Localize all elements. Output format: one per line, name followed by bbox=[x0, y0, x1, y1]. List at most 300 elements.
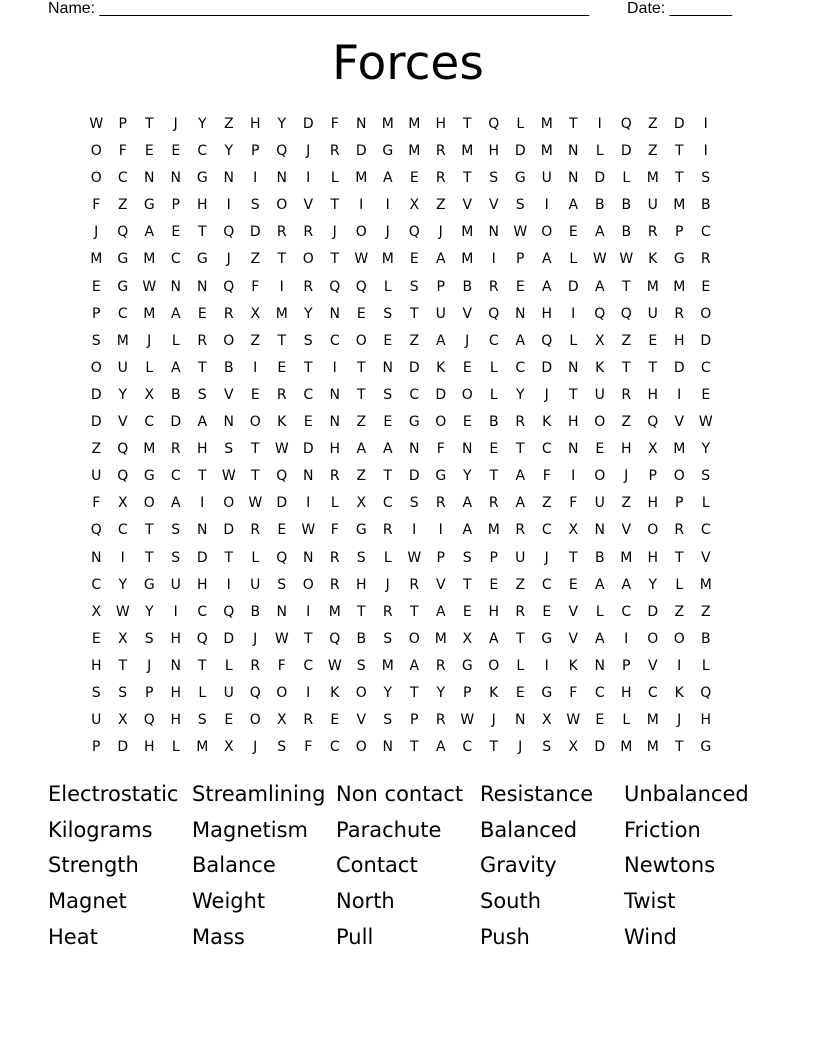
grid-cell: I bbox=[306, 495, 311, 512]
grid-cell: I bbox=[438, 522, 443, 539]
grid-cell: Q bbox=[620, 116, 632, 132]
grid-cell: U bbox=[91, 468, 102, 485]
grid-cell: M bbox=[143, 305, 156, 322]
grid-cell: P bbox=[463, 684, 472, 701]
grid-cell: S bbox=[118, 684, 128, 701]
grid-cell: T bbox=[489, 468, 499, 485]
grid-cell: C bbox=[382, 495, 393, 512]
grid-cell: B bbox=[594, 549, 605, 566]
grid-cell: Q bbox=[541, 332, 553, 349]
grid-cell: G bbox=[117, 251, 129, 268]
grid-cell: N bbox=[568, 143, 579, 160]
grid-cell: Z bbox=[621, 332, 632, 349]
grid-cell: T bbox=[674, 143, 684, 160]
grid-cell: A bbox=[594, 576, 605, 593]
grid-cell: C bbox=[515, 359, 526, 376]
grid-cell: M bbox=[381, 251, 394, 268]
grid-cell: O bbox=[647, 630, 659, 647]
grid-cell: Z bbox=[515, 576, 526, 593]
grid-cell: K bbox=[489, 684, 499, 701]
grid-cell: T bbox=[118, 657, 128, 674]
grid-cell: Y bbox=[515, 386, 525, 403]
grid-cell: I bbox=[306, 170, 311, 187]
grid-cell: G bbox=[196, 251, 208, 268]
grid-cell: R bbox=[515, 603, 526, 620]
grid-cell: D bbox=[117, 739, 129, 756]
grid-cell: R bbox=[674, 522, 685, 539]
grid-cell: H bbox=[170, 684, 182, 701]
grid-cell: R bbox=[435, 495, 446, 512]
grid-cell: A bbox=[515, 332, 526, 349]
grid-cell: H bbox=[541, 305, 553, 322]
grid-cell: U bbox=[250, 576, 261, 593]
grid-cell: W bbox=[274, 630, 289, 647]
grid-cell: X bbox=[568, 739, 579, 756]
grid-cell: M bbox=[461, 224, 474, 241]
grid-cell: C bbox=[144, 414, 155, 431]
grid-cell: T bbox=[462, 576, 472, 593]
word-list-item: Parachute bbox=[336, 817, 442, 842]
grid-cell: L bbox=[489, 386, 498, 403]
grid-cell: L bbox=[224, 657, 233, 674]
grid-cell: R bbox=[276, 386, 287, 403]
grid-cell: E bbox=[383, 414, 393, 431]
grid-cell: R bbox=[435, 712, 446, 729]
grid-cell: E bbox=[91, 278, 101, 295]
grid-cell: Q bbox=[117, 441, 129, 458]
grid-cell: C bbox=[700, 522, 711, 539]
grid-cell: L bbox=[622, 170, 631, 187]
grid-cell: K bbox=[330, 684, 340, 701]
grid-cell: O bbox=[223, 332, 235, 349]
grid-cell: T bbox=[197, 657, 207, 674]
grid-cell: Q bbox=[276, 468, 288, 485]
grid-cell: B bbox=[462, 278, 473, 295]
grid-cell: O bbox=[249, 414, 261, 431]
grid-cell: Z bbox=[356, 414, 367, 431]
grid-cell: I bbox=[677, 386, 682, 403]
grid-cell: T bbox=[621, 359, 631, 376]
grid-cell: D bbox=[408, 468, 420, 485]
grid-cell: S bbox=[356, 549, 366, 566]
grid-cell: A bbox=[197, 414, 208, 431]
grid-cell: C bbox=[329, 332, 340, 349]
grid-cell: N bbox=[170, 657, 181, 674]
grid-cell: R bbox=[303, 712, 314, 729]
grid-cell: G bbox=[541, 630, 553, 647]
grid-cell: X bbox=[541, 712, 552, 729]
grid-cell: D bbox=[673, 359, 685, 376]
grid-cell: D bbox=[302, 441, 314, 458]
grid-cell: I bbox=[544, 657, 549, 674]
grid-cell: Q bbox=[276, 549, 288, 566]
grid-cell: P bbox=[92, 739, 101, 756]
grid-cell: Z bbox=[647, 143, 658, 160]
grid-cell: X bbox=[117, 630, 128, 647]
grid-cell: X bbox=[223, 739, 234, 756]
grid-cell: Q bbox=[196, 630, 208, 647]
grid-cell: T bbox=[409, 305, 419, 322]
grid-cell: E bbox=[91, 630, 101, 647]
grid-cell: D bbox=[567, 278, 579, 295]
grid-cell: Y bbox=[462, 468, 472, 485]
grid-cell: D bbox=[408, 359, 420, 376]
grid-cell: W bbox=[327, 657, 342, 674]
grid-cell: R bbox=[250, 522, 261, 539]
grid-cell: R bbox=[303, 224, 314, 241]
grid-cell: Y bbox=[303, 305, 313, 322]
grid-cell: V bbox=[674, 414, 685, 431]
grid-cell: S bbox=[356, 657, 366, 674]
grid-cell: O bbox=[594, 468, 606, 485]
grid-cell: H bbox=[143, 739, 155, 756]
grid-cell: W bbox=[354, 251, 369, 268]
grid-cell: S bbox=[224, 441, 234, 458]
grid-cell: G bbox=[541, 684, 553, 701]
grid-cell: X bbox=[117, 712, 128, 729]
grid-cell: J bbox=[94, 224, 99, 241]
word-list-item: Balance bbox=[192, 853, 276, 878]
grid-cell: R bbox=[435, 657, 446, 674]
grid-cell: J bbox=[465, 332, 470, 349]
word-list-item: Push bbox=[480, 924, 530, 949]
grid-cell: Y bbox=[648, 576, 658, 593]
word-list-item: North bbox=[336, 889, 395, 914]
grid-cell: W bbox=[513, 224, 528, 241]
grid-cell: M bbox=[143, 441, 156, 458]
grid-cell: L bbox=[383, 278, 392, 295]
grid-cell: T bbox=[621, 278, 631, 295]
grid-cell: E bbox=[462, 603, 472, 620]
grid-cell: T bbox=[409, 684, 419, 701]
grid-cell: M bbox=[673, 278, 686, 295]
grid-cell: L bbox=[330, 170, 339, 187]
grid-cell: V bbox=[356, 712, 367, 729]
grid-cell: C bbox=[303, 657, 314, 674]
grid-cell: F bbox=[118, 143, 127, 160]
grid-cell: L bbox=[701, 657, 710, 674]
grid-cell: T bbox=[197, 359, 207, 376]
grid-cell: E bbox=[197, 305, 207, 322]
grid-cell: S bbox=[383, 630, 393, 647]
grid-cell: J bbox=[385, 224, 390, 241]
grid-cell: H bbox=[170, 712, 182, 729]
grid-cell: D bbox=[249, 224, 261, 241]
grid-cell: C bbox=[541, 576, 552, 593]
grid-cell: A bbox=[356, 441, 367, 458]
word-list-item: Newtons bbox=[624, 853, 716, 878]
grid-cell: J bbox=[438, 224, 443, 241]
grid-cell: Q bbox=[329, 278, 341, 295]
grid-cell: D bbox=[594, 739, 606, 756]
grid-cell: R bbox=[674, 305, 685, 322]
grid-cell: I bbox=[306, 603, 311, 620]
grid-cell: G bbox=[355, 522, 367, 539]
word-list-item: Twist bbox=[624, 889, 676, 914]
grid-cell: T bbox=[330, 251, 340, 268]
grid-cell: L bbox=[198, 684, 207, 701]
grid-cell: R bbox=[647, 224, 658, 241]
grid-cell: X bbox=[91, 603, 102, 620]
grid-cell: H bbox=[249, 116, 261, 132]
grid-cell: T bbox=[515, 630, 525, 647]
grid-cell: D bbox=[435, 386, 447, 403]
grid-cell: B bbox=[356, 630, 367, 647]
word-list-item: Weight bbox=[192, 889, 266, 914]
grid-cell: M bbox=[461, 143, 474, 160]
grid-cell: M bbox=[381, 657, 394, 674]
grid-cell: R bbox=[515, 522, 526, 539]
grid-cell: H bbox=[620, 441, 632, 458]
grid-cell: Z bbox=[91, 441, 102, 458]
grid-cell: D bbox=[541, 359, 553, 376]
grid-cell: E bbox=[595, 441, 605, 458]
grid-cell: M bbox=[143, 251, 156, 268]
grid-cell: N bbox=[170, 170, 181, 187]
grid-cell: Y bbox=[701, 441, 711, 458]
word-list-item: Non contact bbox=[336, 782, 464, 806]
grid-cell: G bbox=[461, 657, 473, 674]
grid-cell: P bbox=[516, 251, 525, 268]
grid-cell: O bbox=[594, 414, 606, 431]
grid-cell: N bbox=[382, 739, 393, 756]
grid-cell: K bbox=[568, 657, 578, 674]
grid-cell: T bbox=[674, 170, 684, 187]
grid-cell: A bbox=[170, 495, 181, 512]
word-list-item: Balanced bbox=[480, 817, 578, 842]
grid-cell: Q bbox=[329, 630, 341, 647]
grid-cell: R bbox=[515, 414, 526, 431]
grid-cell: S bbox=[250, 197, 260, 214]
grid-cell: P bbox=[92, 305, 101, 322]
grid-cell: L bbox=[330, 495, 339, 512]
grid-cell: D bbox=[302, 116, 314, 132]
grid-cell: M bbox=[646, 712, 659, 729]
grid-cell: A bbox=[435, 603, 446, 620]
grid-cell: O bbox=[673, 468, 685, 485]
grid-cell: T bbox=[515, 441, 525, 458]
grid-cell: D bbox=[276, 495, 288, 512]
grid-cell: E bbox=[171, 224, 181, 241]
grid-cell: R bbox=[409, 576, 420, 593]
grid-cell: W bbox=[460, 712, 475, 729]
grid-cell: R bbox=[223, 305, 234, 322]
grid-cell: Y bbox=[224, 143, 234, 160]
grid-cell: Z bbox=[621, 414, 632, 431]
grid-cell: T bbox=[250, 441, 260, 458]
grid-cell: L bbox=[516, 657, 525, 674]
grid-cell: I bbox=[120, 549, 125, 566]
grid-cell: H bbox=[488, 143, 500, 160]
grid-cell: B bbox=[170, 386, 181, 403]
grid-cell: L bbox=[622, 712, 631, 729]
grid-cell: O bbox=[435, 414, 447, 431]
grid-cell: E bbox=[648, 332, 658, 349]
grid-cell: Q bbox=[223, 278, 235, 295]
date-field[interactable]: Date: _______ bbox=[627, 0, 732, 17]
grid-cell: M bbox=[434, 630, 447, 647]
grid-cell: X bbox=[117, 495, 128, 512]
grid-cell: O bbox=[90, 143, 102, 160]
grid-cell: C bbox=[541, 441, 552, 458]
grid-cell: N bbox=[329, 386, 340, 403]
grid-cell: Z bbox=[674, 603, 685, 620]
grid-cell: O bbox=[673, 630, 685, 647]
grid-cell: X bbox=[276, 712, 287, 729]
grid-cell: O bbox=[461, 386, 473, 403]
grid-cell: E bbox=[171, 143, 181, 160]
grid-cell: O bbox=[90, 170, 102, 187]
word-list-item: Wind bbox=[624, 924, 677, 949]
grid-cell: T bbox=[648, 359, 658, 376]
grid-cell: N bbox=[515, 305, 526, 322]
word-list-item: Strength bbox=[48, 853, 139, 878]
grid-cell: U bbox=[170, 576, 181, 593]
grid-cell: M bbox=[646, 739, 659, 756]
grid-cell: Q bbox=[117, 468, 129, 485]
grid-cell: O bbox=[223, 495, 235, 512]
grid-cell: R bbox=[488, 278, 499, 295]
grid-cell: M bbox=[620, 549, 633, 566]
grid-cell: O bbox=[249, 712, 261, 729]
name-field[interactable]: Name: _______________________________________________________ bbox=[48, 0, 589, 17]
grid-cell: Z bbox=[250, 251, 261, 268]
grid-cell: R bbox=[197, 332, 208, 349]
grid-cell: Q bbox=[223, 224, 235, 241]
grid-cell: O bbox=[541, 224, 553, 241]
grid-cell: J bbox=[253, 739, 258, 756]
grid-cell: Q bbox=[488, 116, 500, 132]
grid-cell: A bbox=[515, 495, 526, 512]
grid-cell: H bbox=[647, 386, 659, 403]
grid-cell: C bbox=[329, 739, 340, 756]
grid-cell: A bbox=[170, 305, 181, 322]
word-list-item: Contact bbox=[336, 853, 418, 878]
grid-cell: W bbox=[248, 495, 263, 512]
grid-cell: X bbox=[409, 197, 420, 214]
grid-cell: R bbox=[382, 522, 393, 539]
grid-cell: O bbox=[355, 224, 367, 241]
grid-cell: Y bbox=[436, 684, 446, 701]
grid-cell: O bbox=[355, 684, 367, 701]
grid-cell: E bbox=[542, 603, 552, 620]
grid-cell: B bbox=[621, 197, 632, 214]
grid-cell: M bbox=[328, 603, 341, 620]
word-list-item: Magnet bbox=[48, 889, 127, 914]
grid-cell: R bbox=[250, 657, 261, 674]
grid-cell: S bbox=[197, 386, 207, 403]
grid-cell: J bbox=[385, 576, 390, 593]
grid-cell: C bbox=[197, 143, 208, 160]
grid-cell: A bbox=[594, 224, 605, 241]
grid-cell: M bbox=[673, 197, 686, 214]
grid-cell: R bbox=[329, 468, 340, 485]
grid-cell: S bbox=[197, 712, 207, 729]
grid-cell: D bbox=[196, 549, 208, 566]
grid-cell: Y bbox=[383, 684, 393, 701]
grid-cell: E bbox=[568, 224, 578, 241]
grid-cell: W bbox=[301, 522, 316, 539]
grid-cell: X bbox=[594, 332, 605, 349]
grid-cell: D bbox=[223, 522, 235, 539]
grid-cell: R bbox=[382, 603, 393, 620]
grid-cell: S bbox=[171, 522, 181, 539]
grid-cell: C bbox=[303, 386, 314, 403]
grid-cell: X bbox=[250, 305, 261, 322]
grid-cell: G bbox=[196, 170, 208, 187]
grid-cell: C bbox=[462, 739, 473, 756]
grid-cell: Q bbox=[143, 712, 155, 729]
grid-cell: P bbox=[675, 224, 684, 241]
grid-cell: C bbox=[409, 386, 420, 403]
grid-cell: M bbox=[408, 143, 421, 160]
grid-cell: J bbox=[226, 251, 231, 268]
grid-cell: K bbox=[674, 684, 684, 701]
grid-cell: I bbox=[571, 468, 576, 485]
grid-cell: T bbox=[409, 603, 419, 620]
grid-cell: V bbox=[303, 197, 314, 214]
grid-cell: Z bbox=[356, 468, 367, 485]
grid-cell: O bbox=[355, 332, 367, 349]
grid-cell: O bbox=[647, 522, 659, 539]
grid-cell: U bbox=[594, 495, 605, 512]
grid-cell: O bbox=[276, 197, 288, 214]
grid-cell: N bbox=[409, 441, 420, 458]
grid-cell: H bbox=[435, 116, 447, 132]
grid-cell: N bbox=[223, 170, 234, 187]
grid-cell: C bbox=[541, 522, 552, 539]
grid-cell: M bbox=[196, 739, 209, 756]
grid-cell: H bbox=[170, 630, 182, 647]
grid-cell: O bbox=[143, 495, 155, 512]
grid-cell: D bbox=[170, 414, 182, 431]
grid-cell: I bbox=[226, 197, 231, 214]
grid-cell: N bbox=[356, 116, 367, 132]
grid-cell: T bbox=[674, 549, 684, 566]
grid-cell: F bbox=[542, 468, 551, 485]
grid-cell: D bbox=[594, 170, 606, 187]
grid-cell: D bbox=[700, 332, 712, 349]
grid-cell: M bbox=[699, 576, 712, 593]
grid-cell: L bbox=[595, 603, 604, 620]
grid-cell: M bbox=[620, 739, 633, 756]
grid-cell: U bbox=[91, 712, 102, 729]
grid-cell: T bbox=[277, 251, 287, 268]
grid-cell: Q bbox=[700, 684, 712, 701]
grid-cell: Q bbox=[223, 603, 235, 620]
grid-cell: Z bbox=[435, 197, 446, 214]
grid-cell: S bbox=[383, 386, 393, 403]
grid-cell: H bbox=[673, 332, 685, 349]
grid-cell: G bbox=[700, 739, 712, 756]
word-list-item: Kilograms bbox=[48, 817, 153, 842]
grid-cell: H bbox=[196, 197, 208, 214]
grid-cell: I bbox=[359, 197, 364, 214]
grid-cell: G bbox=[435, 468, 447, 485]
grid-cell: T bbox=[303, 630, 313, 647]
grid-cell: S bbox=[542, 739, 552, 756]
grid-cell: N bbox=[223, 414, 234, 431]
grid-cell: T bbox=[144, 549, 154, 566]
grid-cell: I bbox=[200, 495, 205, 512]
grid-cell: Z bbox=[647, 116, 658, 132]
grid-cell: R bbox=[276, 224, 287, 241]
grid-cell: F bbox=[569, 495, 578, 512]
grid-cell: M bbox=[381, 116, 394, 132]
grid-cell: R bbox=[700, 251, 711, 268]
header-line bbox=[48, 0, 748, 20]
grid-cell: O bbox=[276, 684, 288, 701]
